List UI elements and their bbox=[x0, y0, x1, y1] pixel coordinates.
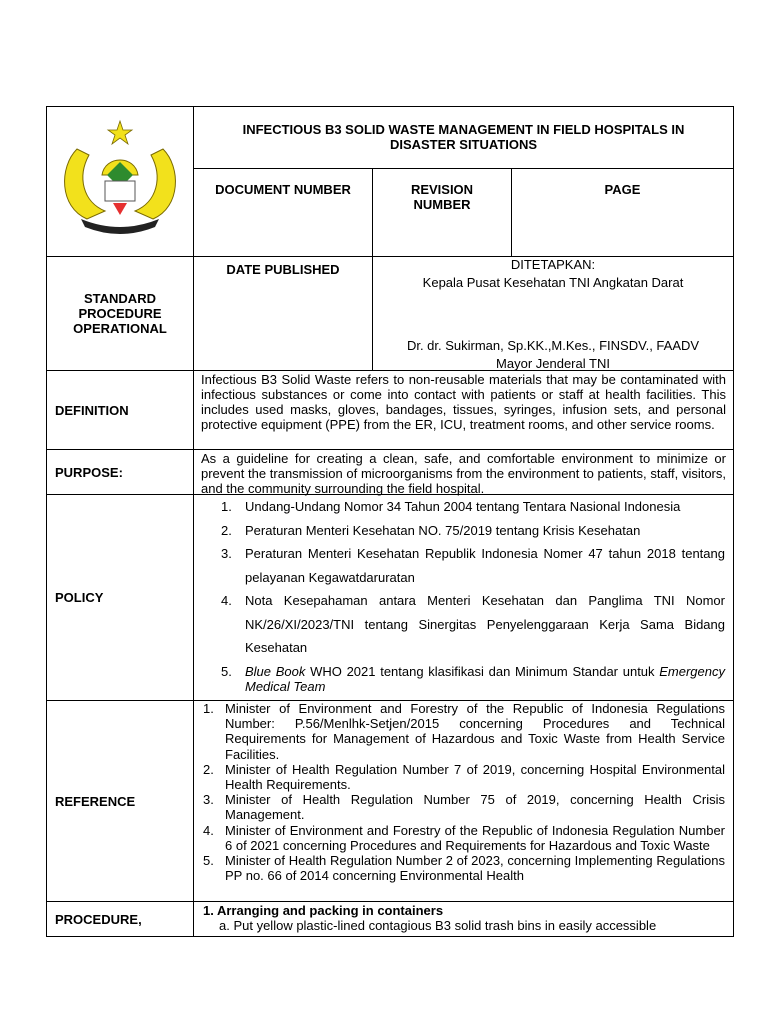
sop-label: STANDARD PROCEDURE OPERATIONAL bbox=[46, 256, 194, 371]
revision-number-label: REVISION NUMBER bbox=[372, 168, 512, 257]
reference-item: 2. Minister of Health Regulation Number 7 of 2019, concerning Hospital Environmental Health Requirements. bbox=[203, 761, 725, 793]
ditetapkan-label: DITETAPKAN: bbox=[510, 257, 596, 272]
procedure-label: PROCEDURE, bbox=[46, 901, 194, 937]
page-label: PAGE bbox=[511, 168, 734, 257]
document-title: INFECTIOUS B3 SOLID WASTE MANAGEMENT IN FIELD HOSPITALS IN DISASTER SITUATIONS bbox=[193, 106, 734, 169]
procedure-text bbox=[193, 901, 734, 937]
signer-rank: Mayor Jenderal TNI bbox=[496, 356, 610, 371]
date-published-label: DATE PUBLISHED bbox=[193, 256, 373, 371]
reference-item: 4. Minister of Environment and Forestry of the Republic of Indonesia Regulation Number 6 of 2021 concerning Procedures and Requirements for Hazardous and Toxic Waste bbox=[203, 822, 725, 853]
logo-cell bbox=[46, 106, 194, 257]
policy-list bbox=[193, 494, 734, 701]
approving-office: Kepala Pusat Kesehatan TNI Angkatan Darat bbox=[422, 275, 684, 290]
army-emblem-logo bbox=[47, 107, 193, 256]
policy-item: 4. Nota Kesepahaman antara Menteri Kesehatan dan Panglima TNI Nomor NK/26/XI/2023/TNI tentang Sinergitas Penyelenggaraan Kerja Sama Bidang Kesehatan bbox=[221, 593, 725, 655]
definition-text: Infectious B3 Solid Waste refers to non-reusable materials that may be contaminated with infectious substances or come into contact with patients or staff at health facilities. This includes used masks, gloves, bandages, tissues, syringes, infusion sets, and personal protective equipment (PPE) from the ER, ICU, treatment rooms, and other service rooms. bbox=[193, 370, 734, 450]
policy-item: 3. Peraturan Menteri Kesehatan Republik Indonesia Nomer 47 tahun 2018 tentang pelayanan Kegawatdaruratan bbox=[221, 546, 725, 585]
policy-item: 1. Undang-Undang Nomor 34 Tahun 2004 tentang Tentara Nasional Indonesia bbox=[221, 499, 681, 514]
approval-cell bbox=[372, 256, 734, 371]
definition-label: DEFINITION bbox=[46, 370, 194, 450]
reference-item: 1. Minister of Environment and Forestry of the Republic of Indonesia Regulations Number: P.56/Menlhk-Setjen/2015 concerning Procedures and Technical Requirements for Management of Hazardous and Toxic Waste from Health Service Facilities. bbox=[203, 701, 725, 762]
signer-name: Dr. dr. Sukirman, Sp.KK.,M.Kes., FINSDV., FAADV bbox=[406, 338, 700, 353]
document-number-label: DOCUMENT NUMBER bbox=[193, 168, 373, 257]
policy-item: 5. Blue Book WHO 2021 tentang klasifikasi dan Minimum Standar untuk Emergency Medical Team bbox=[221, 663, 725, 694]
purpose-label: PURPOSE: bbox=[46, 449, 194, 495]
purpose-text: As a guideline for creating a clean, safe, and comfortable environment to minimize or prevent the transmission of microorganisms from the environment to patients, staff, visitors, and the community surrounding the field hospital. bbox=[193, 449, 734, 495]
reference-item: 5. Minister of Health Regulation Number 2 of 2023, concerning Implementing Regulations PP no. 66 of 2014 concerning Environmental Health bbox=[203, 853, 725, 884]
reference-label: REFERENCE bbox=[46, 700, 194, 902]
procedure-step-1a: a. Put yellow plastic-lined contagious B3 solid trash bins in easily accessible bbox=[219, 918, 657, 933]
procedure-step-1: 1. Arranging and packing in containers bbox=[203, 903, 444, 918]
reference-item: 3. Minister of Health Regulation Number 75 of 2019, concerning Health Crisis Management. bbox=[203, 792, 725, 823]
policy-item: 2. Peraturan Menteri Kesehatan NO. 75/2019 tentang Krisis Kesehatan bbox=[221, 522, 641, 538]
policy-label: POLICY bbox=[46, 494, 194, 701]
reference-list bbox=[193, 700, 734, 902]
